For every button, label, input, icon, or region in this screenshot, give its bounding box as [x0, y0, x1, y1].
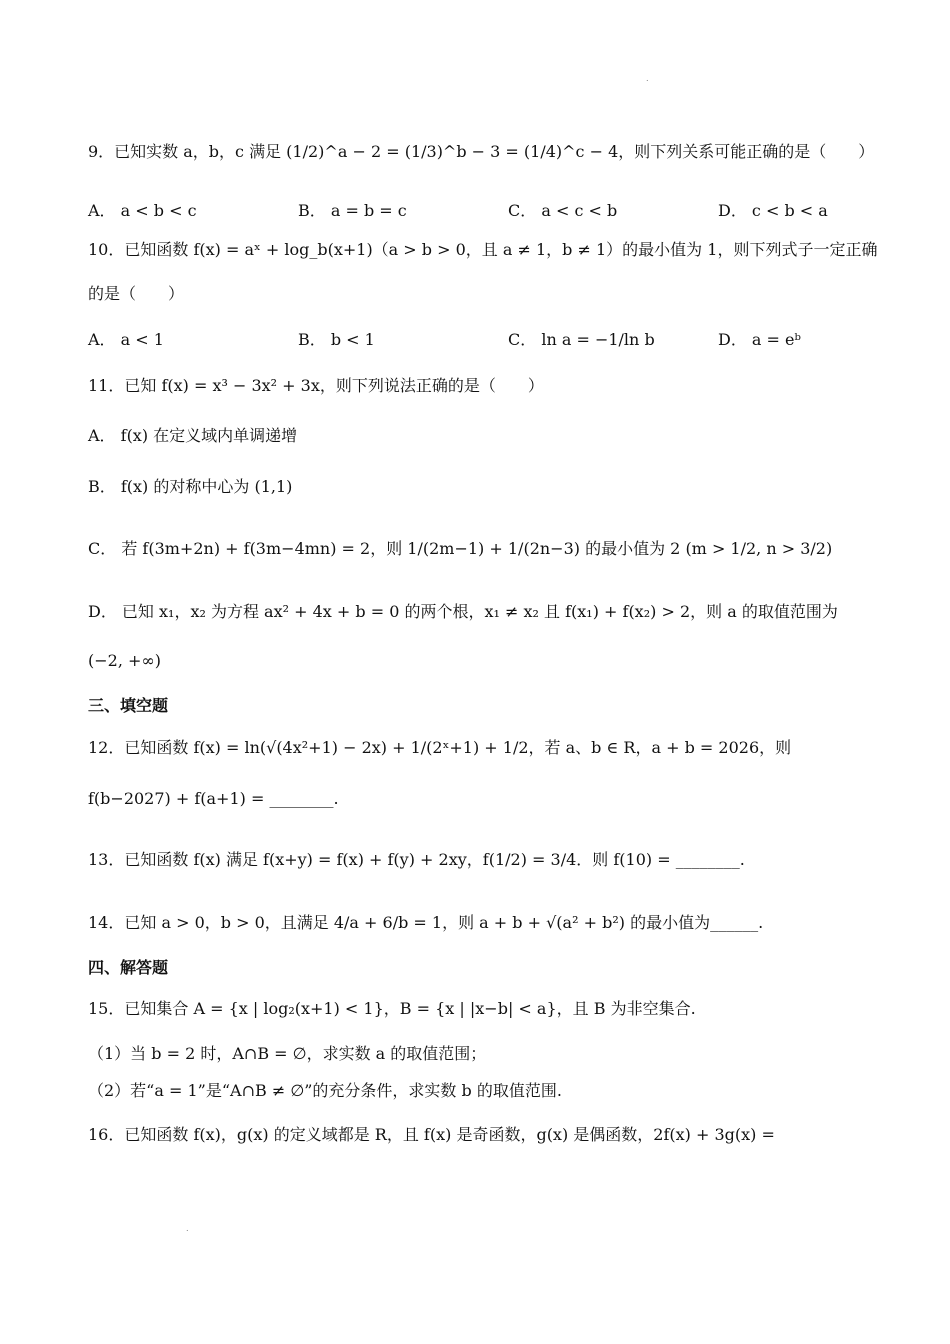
q10-option-a: A． a < 1: [88, 330, 164, 349]
q9-option-a: A． a < b < c: [88, 201, 197, 220]
q14-stem: 14．已知 a > 0，b > 0，且满足 4/a + 6/b = 1，则 a + b + √(a² + b²) 的最小值为______.: [88, 913, 764, 932]
q9-option-d: D． c < b < a: [718, 201, 828, 220]
q16-stem: 16．已知函数 f(x)，g(x) 的定义域都是 R，且 f(x) 是奇函数，g(x) 是偶函数，2f(x) + 3g(x) =: [88, 1125, 775, 1144]
q9-option-c: C． a < c < b: [508, 201, 618, 220]
q9-option-b: B． a = b = c: [298, 201, 407, 220]
q12-stem-cont: f(b−2027) + f(a+1) = ________.: [88, 789, 339, 808]
q12-stem: 12．已知函数 f(x) = ln(√(4x²+1) − 2x) + 1/(2ˣ+1) + 1/2，若 a、b ∈ R，a + b = 2026，则: [88, 738, 792, 757]
q11-option-d: D． 已知 x₁，x₂ 为方程 ax² + 4x + b = 0 的两个根，x₁ ≠ x₂ 且 f(x₁) + f(x₂) > 2，则 a 的取值范围为: [88, 602, 838, 621]
scan-dot-top: .: [646, 74, 649, 83]
q13-stem: 13．已知函数 f(x) 满足 f(x+y) = f(x) + f(y) + 2xy，f(1/2) = 3/4．则 f(10) = ________.: [88, 850, 745, 869]
q10-option-b: B． b < 1: [298, 330, 375, 349]
q10-options: [88, 327, 888, 353]
q11-option-d-cont: (−2, +∞): [88, 651, 161, 670]
scan-dot-bottom: .: [186, 1224, 189, 1233]
q10-stem-cont: 的是（ ）: [88, 284, 185, 303]
q15-stem: 15．已知集合 A = {x | log₂(x+1) < 1}，B = {x | |x−b| < a}，且 B 为非空集合.: [88, 999, 696, 1018]
q11-option-a: A． f(x) 在定义域内单调递增: [88, 426, 298, 445]
q10-option-d: D． a = eᵇ: [718, 330, 801, 349]
q9-options: [88, 198, 888, 224]
section-answer-heading: 四、解答题: [88, 958, 169, 977]
q9-stem: 9．已知实数 a，b，c 满足 (1/2)^a − 2 = (1/3)^b − 3 = (1/4)^c − 4，则下列关系可能正确的是（ ）: [88, 142, 875, 161]
q15-part1: （1）当 b = 2 时，A∩B = ∅，求实数 a 的取值范围；: [88, 1044, 487, 1063]
q11-option-c: C． 若 f(3m+2n) + f(3m−4mn) = 2，则 1/(2m−1) + 1/(2n−3) 的最小值为 2 (m > 1/2, n > 3/2): [88, 539, 833, 558]
section-fill-in-heading: 三、填空题: [88, 696, 169, 715]
q15-part2: （2）若“a = 1”是“A∩B ≠ ∅”的充分条件，求实数 b 的取值范围.: [88, 1081, 562, 1100]
q10-stem: 10．已知函数 f(x) = aˣ + log_b(x+1)（a > b > 0，且 a ≠ 1，b ≠ 1）的最小值为 1，则下列式子一定正确: [88, 240, 878, 259]
q11-option-b: B． f(x) 的对称中心为 (1,1): [88, 477, 293, 496]
q11-stem: 11．已知 f(x) = x³ − 3x² + 3x，则下列说法正确的是（ ）: [88, 376, 544, 395]
q10-option-c: C． ln a = −1/ln b: [508, 330, 655, 349]
